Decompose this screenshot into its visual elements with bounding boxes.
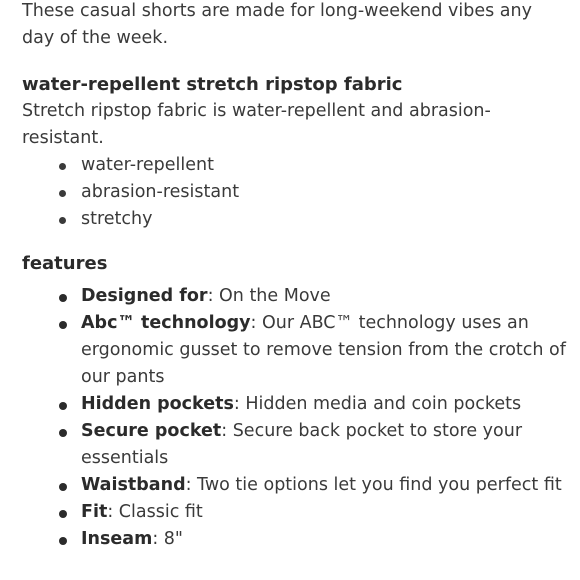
fabric-bullet-list — [22, 152, 567, 233]
feature-text: : Hidden media and coin pockets — [233, 394, 522, 414]
feature-item-waistband — [22, 472, 567, 499]
feature-item-designed-for — [22, 283, 567, 310]
product-description — [22, 0, 567, 553]
feature-item-inseam — [22, 526, 567, 553]
feature-text: : On the Move — [207, 286, 331, 306]
feature-text: : Our ABC™ technology uses an ergonomic gusset to remove tension from the crotch of our pants — [81, 313, 566, 387]
feature-text: : Two tie options let you find you perfect fit — [185, 475, 562, 495]
list-item: abrasion-resistant — [22, 179, 567, 206]
fabric-description: Stretch ripstop fabric is water-repellent and abrasion-resistant. — [22, 101, 491, 148]
feature-item-abc-technology — [22, 310, 567, 391]
feature-text: : Secure back pocket to store your essentials — [81, 421, 523, 468]
feature-item-secure-pocket — [22, 418, 567, 472]
feature-item-hidden-pockets — [22, 391, 567, 418]
feature-label: Abc™ technology — [81, 313, 251, 333]
feature-label: Designed for — [81, 286, 208, 306]
feature-label: Inseam — [81, 529, 153, 549]
intro-text: These casual shorts are made for long-weekend vibes any day of the week. — [22, 1, 532, 48]
features-list — [22, 283, 567, 553]
list-item: water-repellent — [22, 152, 567, 179]
feature-text: : 8" — [152, 529, 183, 549]
feature-text: : Classic fit — [107, 502, 203, 522]
list-item: stretchy — [22, 206, 567, 233]
feature-label: Hidden pockets — [81, 394, 234, 414]
features-heading: features — [22, 253, 108, 274]
feature-item-fit — [22, 499, 567, 526]
feature-label: Secure pocket — [81, 421, 222, 441]
fabric-heading: water-repellent stretch ripstop fabric — [22, 74, 403, 95]
feature-label: Waistband — [81, 475, 186, 495]
feature-label: Fit — [81, 502, 108, 522]
